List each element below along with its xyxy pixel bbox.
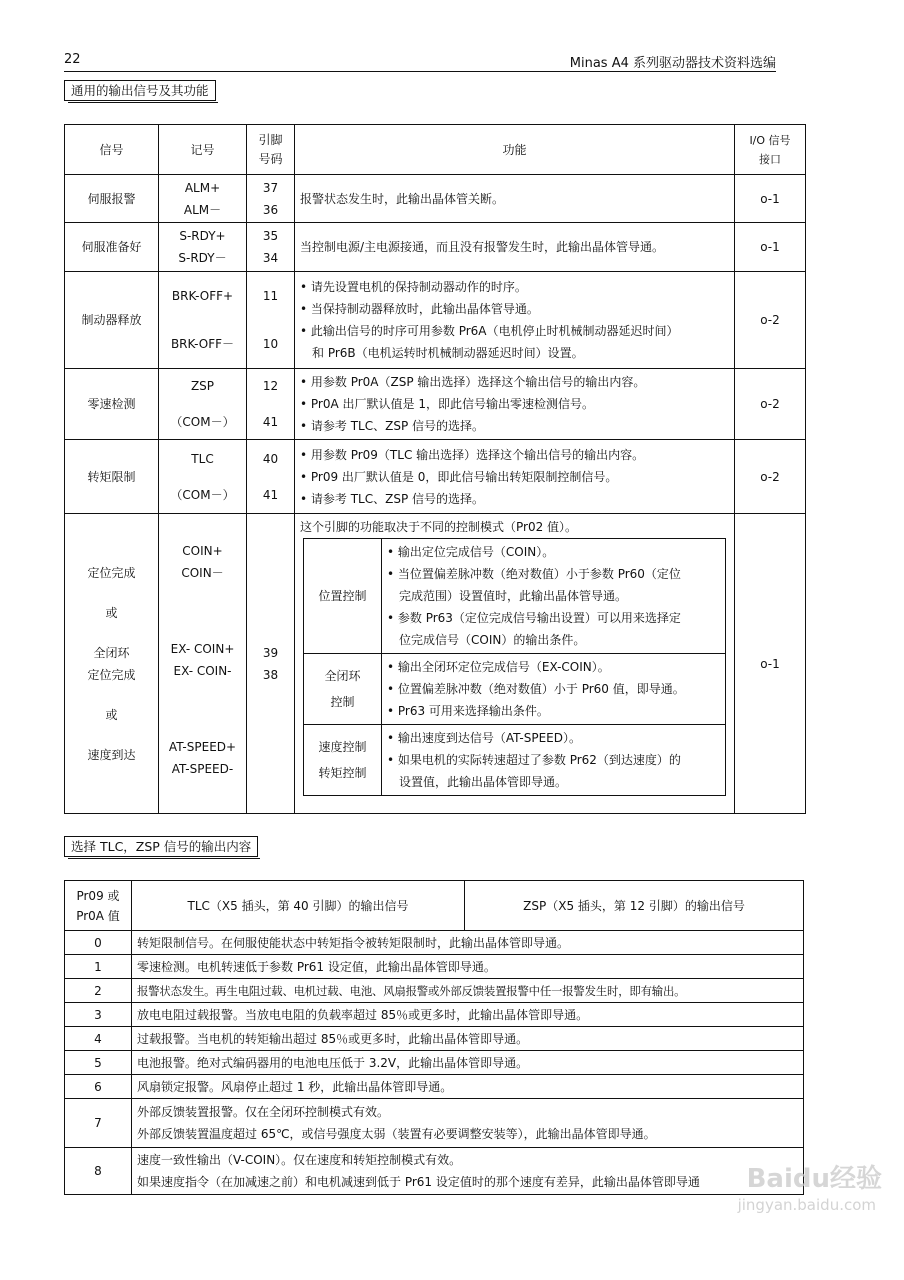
row-desc: 零速检测。电机转速低于参数 Pr61 设定值，此输出晶体管即导通。 (132, 955, 804, 979)
row-symbol: ZSP （COM－） (159, 369, 247, 440)
row-value: 2 (65, 979, 132, 1003)
row-function: • 用参数 Pr09（TLC 输出选择）选择这个输出信号的输出内容。 • Pr09 出厂默认值是 0，即此信号输出转矩限制控制信号。 • 请参考 TLC、ZSP 信号的选择。 (295, 440, 735, 514)
row-value: 5 (65, 1051, 132, 1075)
table-header-row (65, 125, 806, 175)
row-desc: 速度一致性输出（V-COIN）。仅在速度和转矩控制模式有效。 如果速度指令（在加减速之前）和电机减速到低于 Pr61 设定值时的那个速度有差异，此输出晶体管即导通 (132, 1148, 804, 1195)
table-row (65, 1148, 804, 1195)
function-intro: 这个引脚的功能取决于不同的控制模式（Pr02 值）。 (300, 520, 578, 534)
header-function: 功能 (295, 125, 735, 175)
row-value: 8 (65, 1148, 132, 1195)
row-symbol: S-RDY+ S-RDY－ (159, 223, 247, 272)
mode-name: 位置控制 (304, 539, 382, 654)
header-symbol: 记号 (159, 125, 247, 175)
table-row (65, 440, 806, 514)
row-pin: 39 38 (247, 514, 295, 814)
row-value: 4 (65, 1027, 132, 1051)
table-row (65, 175, 806, 223)
row-function: • 用参数 Pr0A（ZSP 输出选择）选择这个输出信号的输出内容。 • Pr0A 出厂默认值是 1，即此信号输出零速检测信号。 • 请参考 TLC、ZSP 信号的选择。 (295, 369, 735, 440)
row-value: 3 (65, 1003, 132, 1027)
section1-title: 通用的输出信号及其功能 (64, 80, 216, 101)
header-value: Pr09 或 Pr0A 值 (65, 881, 132, 931)
row-signal: 零速检测 (65, 369, 159, 440)
mode-subtable (303, 538, 726, 796)
header-signal: 信号 (65, 125, 159, 175)
row-symbol: TLC （COM－） (159, 440, 247, 514)
mode-name: 全闭环 控制 (304, 654, 382, 725)
mode-row (304, 539, 726, 654)
row-desc: 风扇锁定报警。风扇停止超过 1 秒，此输出晶体管即导通。 (132, 1075, 804, 1099)
row-value: 7 (65, 1099, 132, 1148)
table-row (65, 272, 806, 369)
table-header-row (65, 881, 804, 931)
row-function: 报警状态发生时，此输出晶体管关断。 (295, 175, 735, 223)
row-pin: 37 36 (247, 175, 295, 223)
row-signal: 伺服报警 (65, 175, 159, 223)
header-rule (64, 71, 776, 72)
table-row (65, 1075, 804, 1099)
row-symbol: COIN+ COIN－ EX- COIN+ EX- COIN- AT-SPEED+ AT-SPEED- (159, 514, 247, 814)
document-title: Minas A4 系列驱动器技术资料选编 (569, 56, 776, 71)
row-symbol: ALM+ ALM－ (159, 175, 247, 223)
table-row (65, 1003, 804, 1027)
table-row (65, 955, 804, 979)
row-function: • 请先设置电机的保持制动器动作的时序。 • 当保持制动器释放时，此输出晶体管导通。 • 此输出信号的时序可用参数 Pr6A（电机停止时机械制动器延迟时间） 和 Pr6B（电机运转时机械制动器延迟时间）设置。 (295, 272, 735, 369)
row-io: o-2 (735, 440, 806, 514)
table-row (65, 223, 806, 272)
header-tlc: TLC（X5 插头，第 40 引脚）的输出信号 (132, 881, 465, 931)
table-row (65, 1051, 804, 1075)
header-pin: 引脚 号码 (247, 125, 295, 175)
row-signal: 定位完成 或 全闭环 定位完成 或 速度到达 (65, 514, 159, 814)
row-signal: 制动器释放 (65, 272, 159, 369)
row-desc: 报警状态发生。再生电阻过载、电机过载、电池、风扇报警或外部反馈装置报警中任一报警发生时，即有输出。 (132, 979, 804, 1003)
table-row (65, 369, 806, 440)
row-io: o-2 (735, 369, 806, 440)
watermark-logo: Baidu经验 (746, 1164, 882, 1194)
row-function: 当控制电源/主电源接通，而且没有报警发生时，此输出晶体管导通。 (295, 223, 735, 272)
row-function (295, 514, 735, 814)
row-pin: 40 41 (247, 440, 295, 514)
mode-desc: • 输出定位完成信号（COIN）。 • 当位置偏差脉冲数（绝对数值）小于参数 Pr60（定位 完成范围）设置值时，此输出晶体管导通。 • 参数 Pr63（定位完成信号输出设置）可以用来选择定 位完成信号（COIN）的输出条件。 (382, 539, 726, 654)
table-row (65, 1027, 804, 1051)
row-io: o-1 (735, 175, 806, 223)
row-pin: 11 10 (247, 272, 295, 369)
row-io: o-1 (735, 514, 806, 814)
mode-row (304, 654, 726, 725)
row-pin: 12 41 (247, 369, 295, 440)
section2-title: 选择 TLC，ZSP 信号的输出内容 (64, 836, 258, 857)
row-desc: 电池报警。绝对式编码器用的电池电压低于 3.2V，此输出晶体管即导通。 (132, 1051, 804, 1075)
row-desc: 转矩限制信号。在伺服使能状态中转矩指令被转矩限制时，此输出晶体管即导通。 (132, 931, 804, 955)
mode-name: 速度控制 转矩控制 (304, 725, 382, 796)
row-signal: 转矩限制 (65, 440, 159, 514)
table-row (65, 931, 804, 955)
output-signals-table (64, 124, 806, 814)
row-io: o-2 (735, 272, 806, 369)
header-io: I/O 信号 接口 (735, 125, 806, 175)
row-desc: 外部反馈装置报警。仅在全闭环控制模式有效。 外部反馈装置温度超过 65℃，或信号强度太弱（装置有必要调整安装等），此输出晶体管即导通。 (132, 1099, 804, 1148)
header-zsp: ZSP（X5 插头，第 12 引脚）的输出信号 (465, 881, 804, 931)
mode-row (304, 725, 726, 796)
table-row (65, 979, 804, 1003)
row-value: 6 (65, 1075, 132, 1099)
table-row (65, 1099, 804, 1148)
row-io: o-1 (735, 223, 806, 272)
page-number: 22 (64, 52, 81, 67)
row-desc: 放电电阻过载报警。当放电电阻的负载率超过 85％或更多时，此输出晶体管即导通。 (132, 1003, 804, 1027)
tlc-zsp-table (64, 880, 804, 1195)
row-pin: 35 34 (247, 223, 295, 272)
watermark-url: jingyan.baidu.com (737, 1196, 876, 1214)
row-desc: 过载报警。当电机的转矩输出超过 85％或更多时，此输出晶体管即导通。 (132, 1027, 804, 1051)
mode-desc: • 输出全闭环定位完成信号（EX-COIN）。 • 位置偏差脉冲数（绝对数值）小于 Pr60 值，即导通。 • Pr63 可用来选择输出条件。 (382, 654, 726, 725)
row-symbol: BRK-OFF+ BRK-OFF－ (159, 272, 247, 369)
mode-desc: • 输出速度到达信号（AT-SPEED）。 • 如果电机的实际转速超过了参数 Pr62（到达速度）的 设置值，此输出晶体管即导通。 (382, 725, 726, 796)
row-value: 1 (65, 955, 132, 979)
table-row-coin (65, 514, 806, 814)
row-signal: 伺服准备好 (65, 223, 159, 272)
row-value: 0 (65, 931, 132, 955)
